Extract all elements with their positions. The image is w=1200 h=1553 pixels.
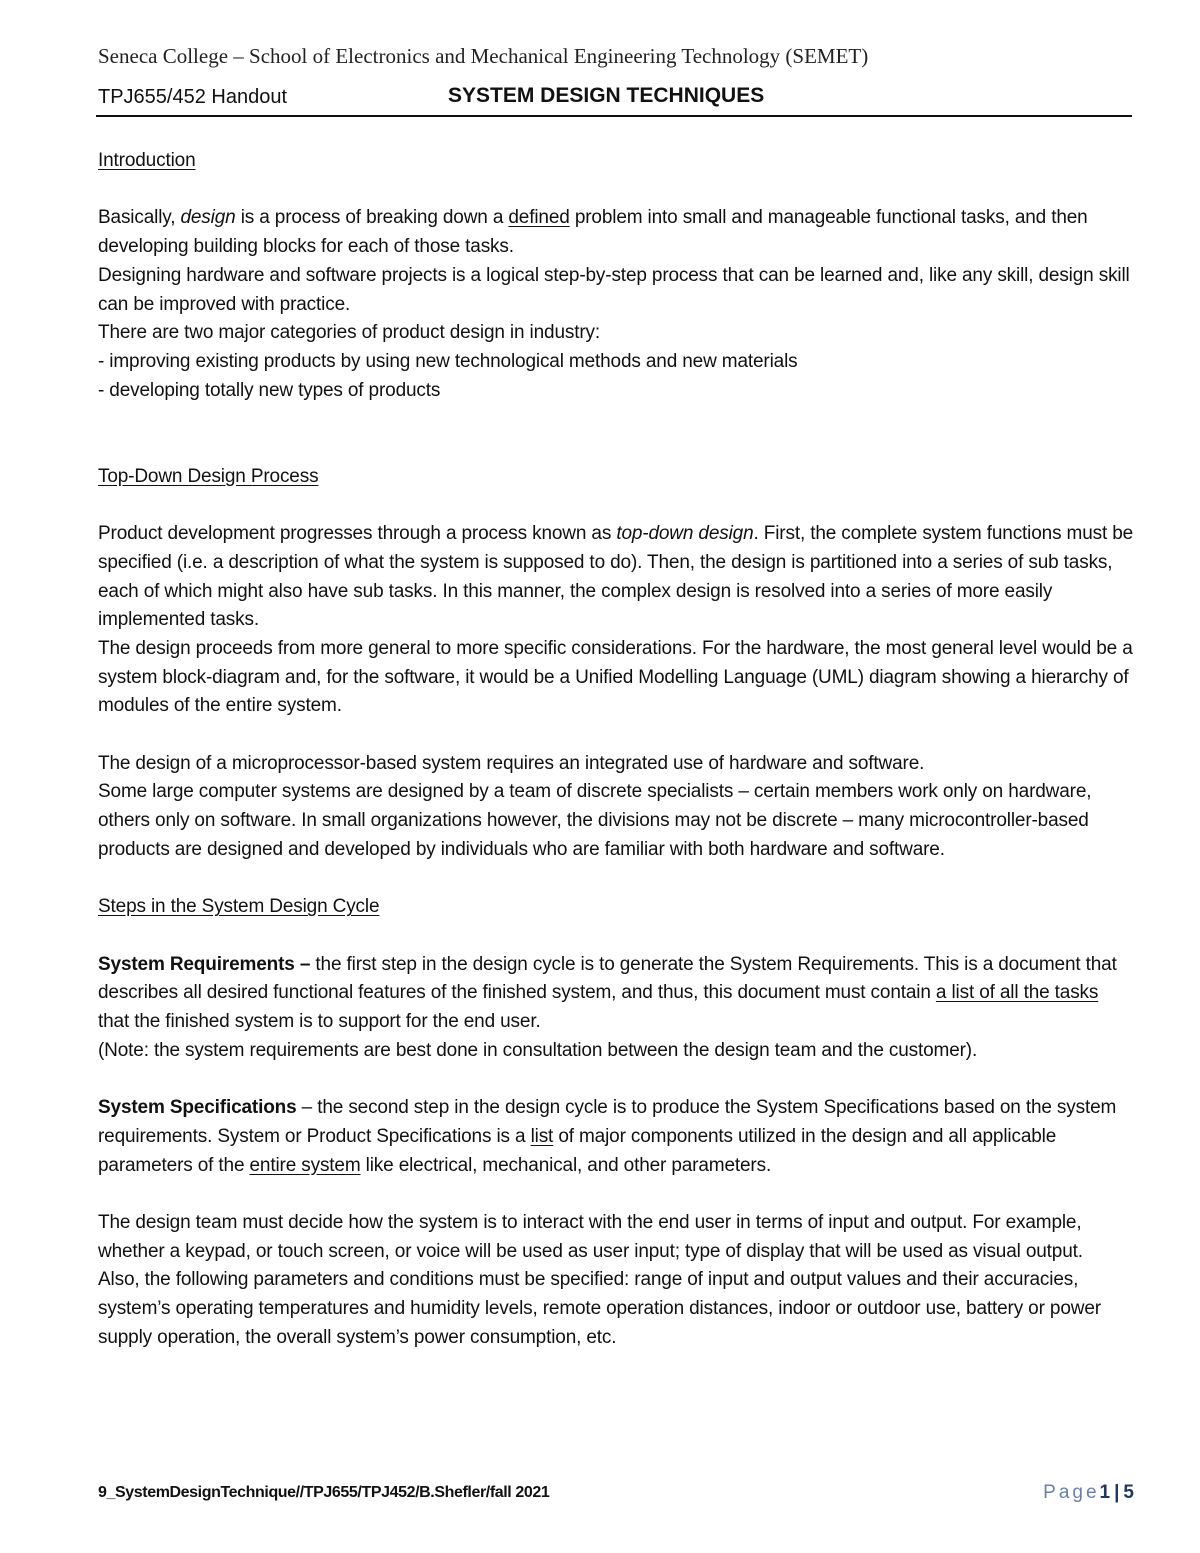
topdown-paragraph-1: Product development progresses through a process known as top-down design. First, the complete system functions must be specified (i.e. a description of what the system is supposed to do). Then, the design is partitioned into a series of sub tasks, each of which might also have sub tasks. In this manner, the complex design is resolved into a series of more easily implemented tasks. <box>98 523 1134 631</box>
college-header: Seneca College – School of Electronics and Mechanical Engineering Technology (SEMET) <box>98 44 869 68</box>
intro-paragraph-1: Basically, design is a process of breaking down a defined problem into small and manageable functional tasks, and then developing building blocks for each of those tasks. <box>98 207 1088 258</box>
document-body <box>98 147 1134 1352</box>
interaction-paragraph: The design team must decide how the system is to interact with the end user in terms of input and output. For example, whether a keypad, or touch screen, or voice will be used as user input; type of display that will be used as visual output. <box>98 1211 1083 1262</box>
page-number <box>1043 1482 1134 1504</box>
current-page: 1 <box>1099 1482 1111 1503</box>
document-page <box>98 0 1134 1553</box>
intro-bullet-2: - developing totally new types of products <box>98 379 441 401</box>
intro-paragraph-2: Designing hardware and software projects is a logical step-by-step process that can be learned and, like any skill, design skill can be improved with practice. <box>98 264 1130 315</box>
parameters-paragraph: Also, the following parameters and conditions must be specified: range of input and output values and their accuracies, system’s operating temperatures and humidity levels, remote operation distances, indoor or outdoor use, battery or power supply operation, the overall system’s power consumption, etc. <box>98 1269 1101 1348</box>
topdown-heading: Top-Down Design Process <box>98 465 319 487</box>
steps-heading: Steps in the System Design Cycle <box>98 896 380 918</box>
page-label: Page <box>1043 1482 1100 1503</box>
header-divider <box>96 115 1132 117</box>
topdown-paragraph-2: The design proceeds from more general to more specific considerations. For the hardware, the most general level would be a system block-diagram and, for the software, it would be a Unified Modelling Language (UML) diagram showing a hierarchy of modules of the entire system. <box>98 637 1133 717</box>
page-separator: | <box>1114 1482 1120 1503</box>
total-pages: 5 <box>1123 1482 1134 1503</box>
system-requirements-paragraph: System Requirements – the first step in the design cycle is to generate the System Requirements. This is a document that describes all desired functional features of the finished system, and thus, this document must contain a list of all the tasks that the finished system is to support for the end user. <box>98 953 1117 1032</box>
intro-heading: Introduction <box>98 150 196 171</box>
topdown-paragraph-4: Some large computer systems are designed by a team of discrete specialists – certain members work only on hardware, others only on software. In small organizations however, the divisions may not be discrete – many microcontroller-based products are designed and developed by individuals who are familiar with both hardware and software. <box>98 781 1092 860</box>
document-title: SYSTEM DESIGN TECHNIQUES <box>448 84 765 107</box>
intro-paragraph-3: There are two major categories of product design in industry: <box>98 322 600 344</box>
intro-bullet-1: - improving existing products by using new technological methods and new materials <box>98 350 798 372</box>
course-code: TPJ655/452 Handout <box>98 86 288 108</box>
footer-file-path: 9_SystemDesignTechnique//TPJ655/TPJ452/B.Shefler/fall 2021 <box>98 1484 550 1501</box>
topdown-paragraph-3: The design of a microprocessor-based system requires an integrated use of hardware and software. <box>98 752 925 774</box>
system-specifications-paragraph: System Specifications – the second step in the design cycle is to produce the System Specifications based on the system requirements. System or Product Specifications is a list of major components utilized in the design and all applicable parameters of the entire system like electrical, mechanical, and other parameters. <box>98 1097 1117 1176</box>
system-requirements-note: (Note: the system requirements are best done in consultation between the design team and the customer). <box>98 1039 978 1061</box>
